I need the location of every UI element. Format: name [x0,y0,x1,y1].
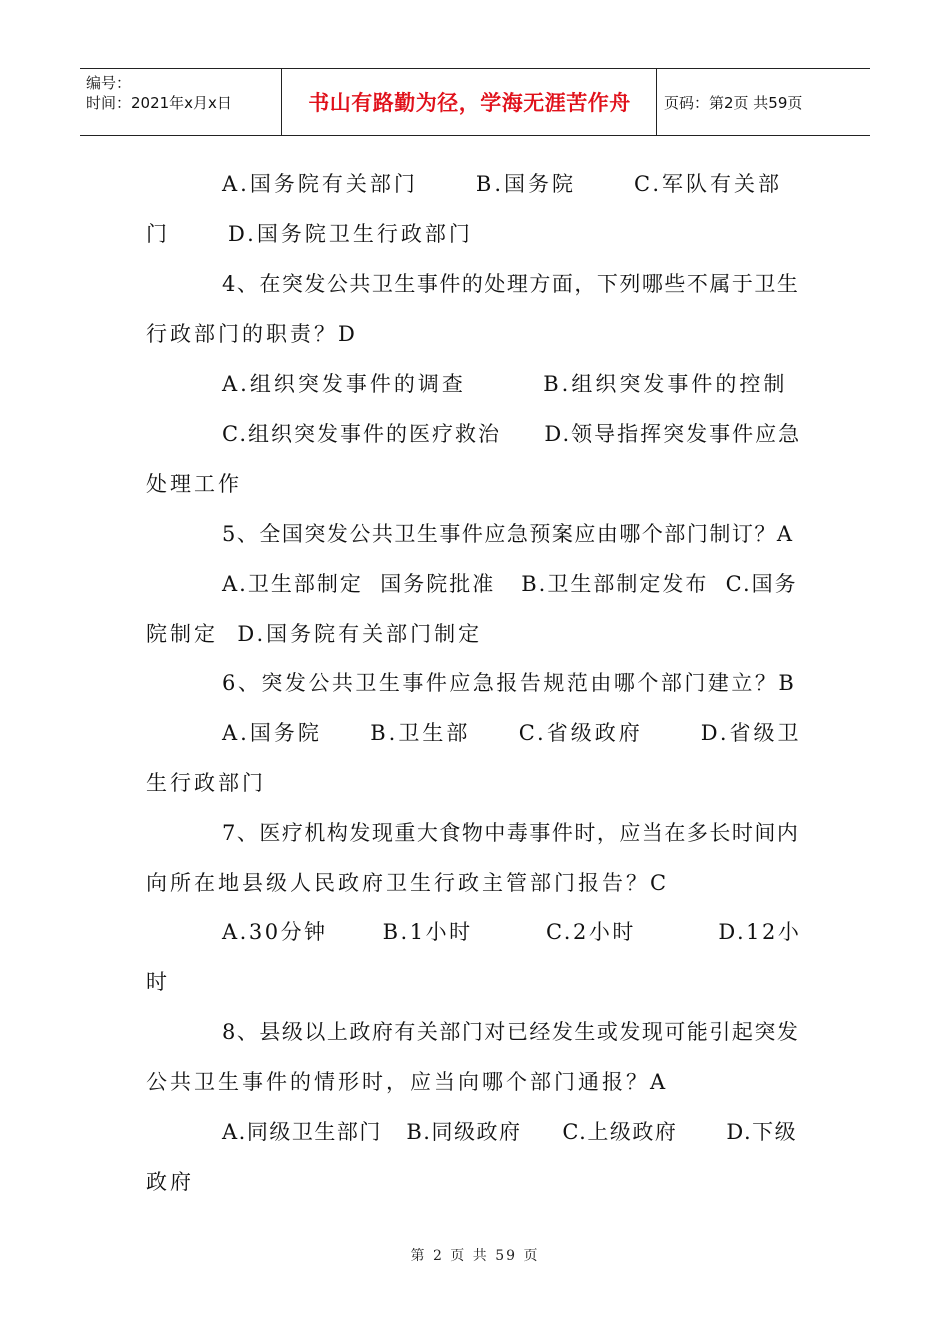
page-header [80,68,870,136]
body-line: 公共卫生事件的情形时，应当向哪个部门通报？A [146,1070,669,1094]
body-line: 生行政部门 [146,771,266,795]
question-6: 6、突发公共卫生事件应急报告规范由哪个部门建立？B [222,671,797,695]
body-line: 门 D.国务院卫生行政部门 [146,222,473,246]
body-line: A.国务院有关部门 B.国务院 C.军队有关部 [222,172,783,196]
body-line: 时 [146,970,170,994]
body-line: A.国务院 B.卫生部 C.省级政府 D.省级卫 [222,721,802,745]
header-divider-right [656,69,657,135]
header-divider-left [281,69,282,135]
question-4: 4、在突发公共卫生事件的处理方面，下列哪些不属于卫生 [222,272,800,296]
body-line: C.组织突发事件的医疗救治 D.领导指挥突发事件应急 [222,422,802,446]
question-8: 8、县级以上政府有关部门对已经发生或发现可能引起突发 [222,1020,800,1044]
body-line: 院制定 D.国务院有关部门制定 [146,622,483,646]
body-line: 向所在地县级人民政府卫生行政主管部门报告？C [146,871,670,895]
header-meta [86,73,232,113]
header-motto: 书山有路勤为径，学海无涯苦作舟 [308,91,631,115]
body-line: A.30分钟 B.1小时 C.2小时 D.12小 [222,920,802,944]
header-page-info: 页码：第2页 共59页 [664,93,803,112]
body-line: 处理工作 [146,472,242,496]
body-line: A.组织突发事件的调查 B.组织突发事件的控制 [222,372,788,396]
body-line: A.同级卫生部门 B.同级政府 C.上级政府 D.下级 [222,1120,798,1144]
time-label: 时间：2021年x月x日 [86,94,232,112]
page-footer: 第 2 页 共 59 页 [410,1248,540,1264]
body-line: A.卫生部制定 国务院批准 B.卫生部制定发布 C.国务 [222,572,798,596]
question-7: 7、医疗机构发现重大食物中毒事件时，应当在多长时间内 [222,821,800,845]
serial-label: 编号： [86,74,132,92]
question-5: 5、全国突发公共卫生事件应急预案应由哪个部门制订？A [222,522,794,546]
body-line: 政府 [146,1170,194,1194]
body-line: 行政部门的职责？D [146,322,358,346]
